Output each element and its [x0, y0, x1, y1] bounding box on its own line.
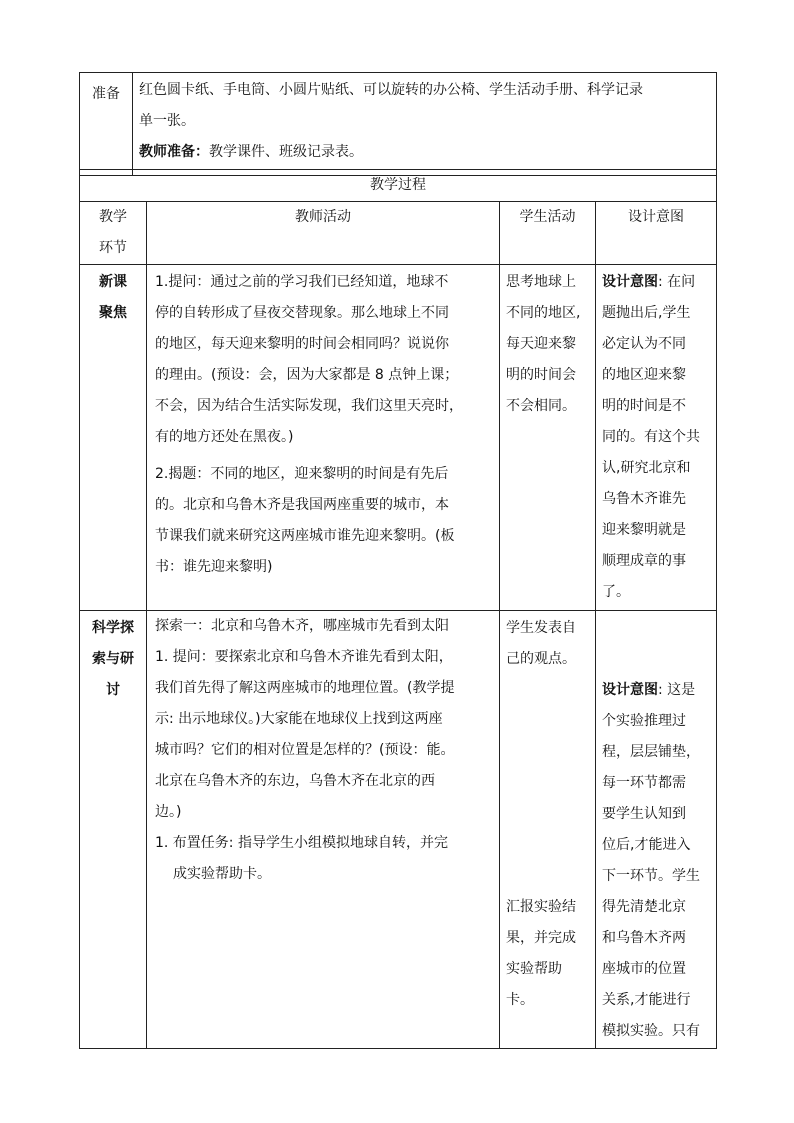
student-activity-1	[500, 265, 596, 611]
header-design-label: 设计意图	[628, 209, 684, 225]
design-2-line: 关系,才能进行	[602, 992, 691, 1008]
table-row	[80, 611, 717, 1049]
student-1-line: 不同的地区,	[506, 305, 581, 321]
design-1-line: 了。	[602, 584, 630, 600]
prep-line-2: 单一张。	[139, 113, 195, 129]
teacher-2-line: 城市吗？它们的相对位置是怎样的？(预设：能。	[155, 742, 455, 758]
design-1-line	[602, 267, 710, 298]
teacher-1-line: 2.揭题：不同的地区，迎来黎明的时间是有先后	[155, 466, 449, 482]
teacher-1-line: 停的自转形成了昼夜交替现象。那么地球上不同	[155, 305, 449, 321]
design-2-line: 个实验推理过	[602, 713, 686, 729]
student-2-line: 果，并完成	[506, 930, 576, 946]
stage-1-line-2: 聚焦	[99, 305, 127, 321]
design-1-line: 认,研究北京和	[602, 460, 691, 476]
table-row	[80, 265, 717, 611]
design-intent-2	[596, 611, 717, 1049]
teacher-prep	[139, 137, 710, 168]
stage-2-line-1: 科学探	[92, 620, 134, 636]
teacher-1-line: 的理由。(预设：会，因为大家都是 8 点钟上课；	[155, 367, 459, 383]
design-2-line: 每一环节都需	[602, 775, 686, 791]
design-2-line: 得先清楚北京	[602, 899, 686, 915]
design-2-line: 位后,才能进入	[602, 837, 691, 853]
student-1-line: 明的时间会	[506, 367, 576, 383]
design-1-line: 必定认为不同	[602, 336, 686, 352]
design-2-line: 和乌鲁木齐两	[602, 930, 686, 946]
teacher-2-line: 1. 提问：要探索北京和乌鲁木齐谁先看到太阳，	[155, 649, 453, 665]
design-1-line: 题抛出后,学生	[602, 305, 691, 321]
student-1-line: 思考地球上	[506, 274, 576, 290]
teacher-2-line: 示: 出示地球仪。)大家能在地球仪上找到这两座	[155, 711, 443, 727]
design-label: 设计意图	[602, 682, 658, 698]
teacher-2-line: 成实验帮助卡。	[173, 866, 271, 882]
teacher-activity-1	[147, 265, 500, 611]
student-2-line: 实验帮助卡。	[506, 961, 562, 1008]
preparation-table	[79, 72, 717, 176]
table-title: 教学过程	[370, 177, 426, 193]
prep-label-cell	[80, 73, 133, 176]
design-1-line: 迎来黎明就是	[602, 522, 686, 538]
header-teacher-label: 教师活动	[295, 209, 351, 225]
design-2-line: 座城市的位置	[602, 961, 686, 977]
design-1-line: 明的时间是不	[602, 398, 686, 414]
design-1-line: 乌鲁木齐谁先	[602, 491, 686, 507]
teacher-1-line: 书：谁先迎来黎明)	[155, 559, 273, 575]
student-1-line: 不会相同。	[506, 398, 576, 414]
header-student	[500, 202, 596, 265]
teacher-1-line: 1.提问：通过之前的学习我们已经知道，地球不	[155, 274, 449, 290]
teacher-1-line: 节课我们就来研究这两座城市谁先迎来黎明。(板	[155, 528, 455, 544]
teaching-process-table	[79, 169, 717, 1049]
stage-2-line-3: 讨	[106, 682, 120, 698]
student-2-line: 己的观点。	[506, 651, 576, 667]
header-design	[596, 202, 717, 265]
header-teacher	[147, 202, 500, 265]
prep-label: 准备	[92, 86, 120, 102]
teacher-1-line: 的地区，每天迎来黎明的时间会相同吗？说说你	[155, 336, 449, 352]
student-1-line: 每天迎来黎	[506, 336, 576, 352]
design-1-text: : 在问	[658, 274, 696, 290]
header-stage	[80, 202, 147, 265]
teacher-prep-text: 教学课件、班级记录表。	[209, 144, 363, 160]
design-2-text: : 这是	[658, 682, 696, 698]
design-1-line: 同的。有这个共	[602, 429, 700, 445]
stage-1-line-1: 新课	[99, 274, 127, 290]
teacher-2-line: 北京在乌鲁木齐的东边，乌鲁木齐在北京的西	[155, 773, 435, 789]
design-2-line: 模拟实验。只有	[602, 1023, 700, 1039]
stage-2-line-2: 索与研	[92, 651, 134, 667]
student-2-line: 汇报实验结	[506, 899, 576, 915]
prep-line-1: 红色圆卡纸、手电筒、小圆片贴纸、可以旋转的办公椅、学生活动手册、科学记录	[139, 82, 643, 98]
teacher-activity-2	[147, 611, 500, 1049]
design-2-line	[602, 675, 710, 706]
design-intent-1	[596, 265, 717, 611]
design-1-line: 顺理成章的事	[602, 553, 686, 569]
teacher-2-line: 1. 布置任务: 指导学生小组模拟地球自转，并完	[155, 835, 448, 851]
header-stage-line-2: 环节	[99, 240, 127, 256]
teacher-2-line: 边。)	[155, 804, 182, 820]
teacher-1-line: 有的地方还处在黑夜。)	[155, 429, 294, 445]
student-2-line: 学生发表自	[506, 620, 576, 636]
table-title-cell	[80, 170, 717, 202]
header-student-label: 学生活动	[519, 209, 576, 225]
teacher-2-line: 探索一：北京和乌鲁木齐，哪座城市先看到太阳	[155, 618, 449, 634]
student-activity-2	[500, 611, 596, 1049]
design-2-line: 要学生认知到	[602, 806, 686, 822]
teacher-1-line: 的。北京和乌鲁木齐是我国两座重要的城市，本	[155, 497, 449, 513]
design-label: 设计意图	[602, 274, 658, 290]
design-2-line: 程，层层铺垫，	[602, 744, 700, 760]
stage-cell-2	[80, 611, 147, 1049]
design-2-line: 下一环节。学生	[602, 868, 700, 884]
teacher-2-line: 我们首先得了解这两座城市的地理位置。(教学提	[155, 680, 455, 696]
stage-cell-1	[80, 265, 147, 611]
header-stage-line-1: 教学	[99, 209, 127, 225]
teacher-prep-label: 教师准备：	[139, 144, 209, 160]
design-1-line: 的地区迎来黎	[602, 367, 686, 383]
teacher-1-line: 不会，因为结合生活实际发现，我们这里天亮时，	[155, 398, 463, 414]
prep-content-cell	[133, 73, 717, 176]
